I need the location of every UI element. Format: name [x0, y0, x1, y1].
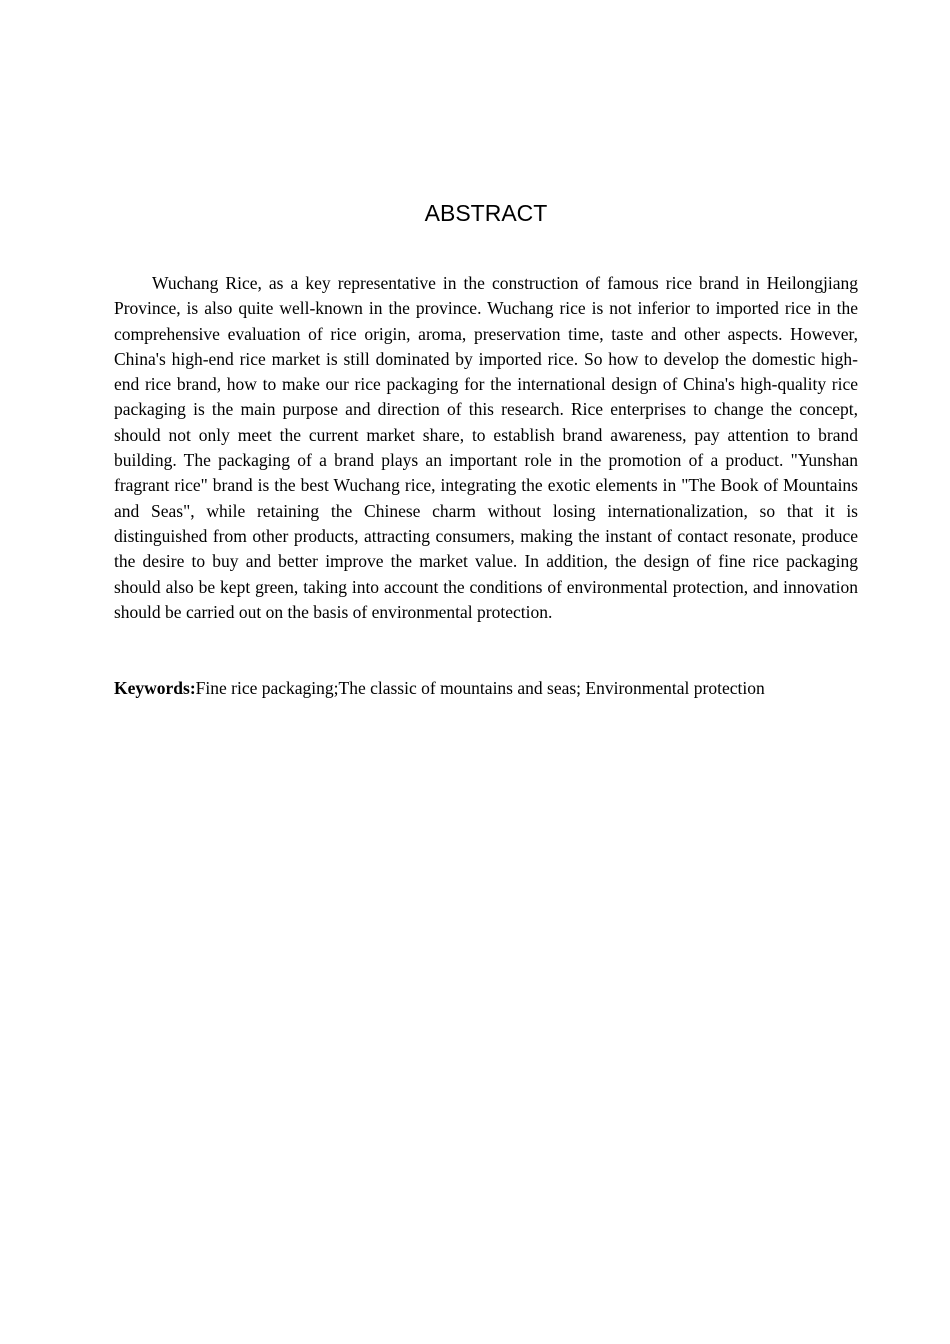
abstract-title: ABSTRACT: [424, 200, 548, 226]
abstract-paragraph: Wuchang Rice, as a key representative in the construction of famous rice brand in Heilongjiang Province, is also quite well-known in the province. Wuchang rice is not inferior to imported rice in the comprehensive evaluation of rice origin, aroma, preservation time, taste and other aspects. However, China's high-end rice market is still dominated by imported rice. So how to develop the domestic high-end rice brand, how to make our rice packaging for the international design of China's high-quality rice packaging is the main purpose and direction of this research. Rice enterprises to change the concept, should not only meet the current market share, to establish brand awareness, pay attention to brand building. The packaging of a brand plays an important role in the promotion of a product. "Yunshan fragrant rice" brand is the best Wuchang rice, integrating the exotic elements in "The Book of Mountains and Seas", while retaining the Chinese charm without losing internationalization, so that it is distinguished from other products, attracting consumers, making the instant of contact resonate, produce the desire to buy and better improve the market value. In addition, the design of fine rice packaging should also be kept green, taking into account the conditions of environmental protection, and innovation should be carried out on the basis of environmental protection.: [114, 273, 858, 622]
keywords-label: Keywords:: [114, 678, 196, 698]
keywords-text: Fine rice packaging;The classic of mountains and seas; Environmental protection: [195, 678, 765, 698]
keywords-line: [114, 676, 874, 701]
